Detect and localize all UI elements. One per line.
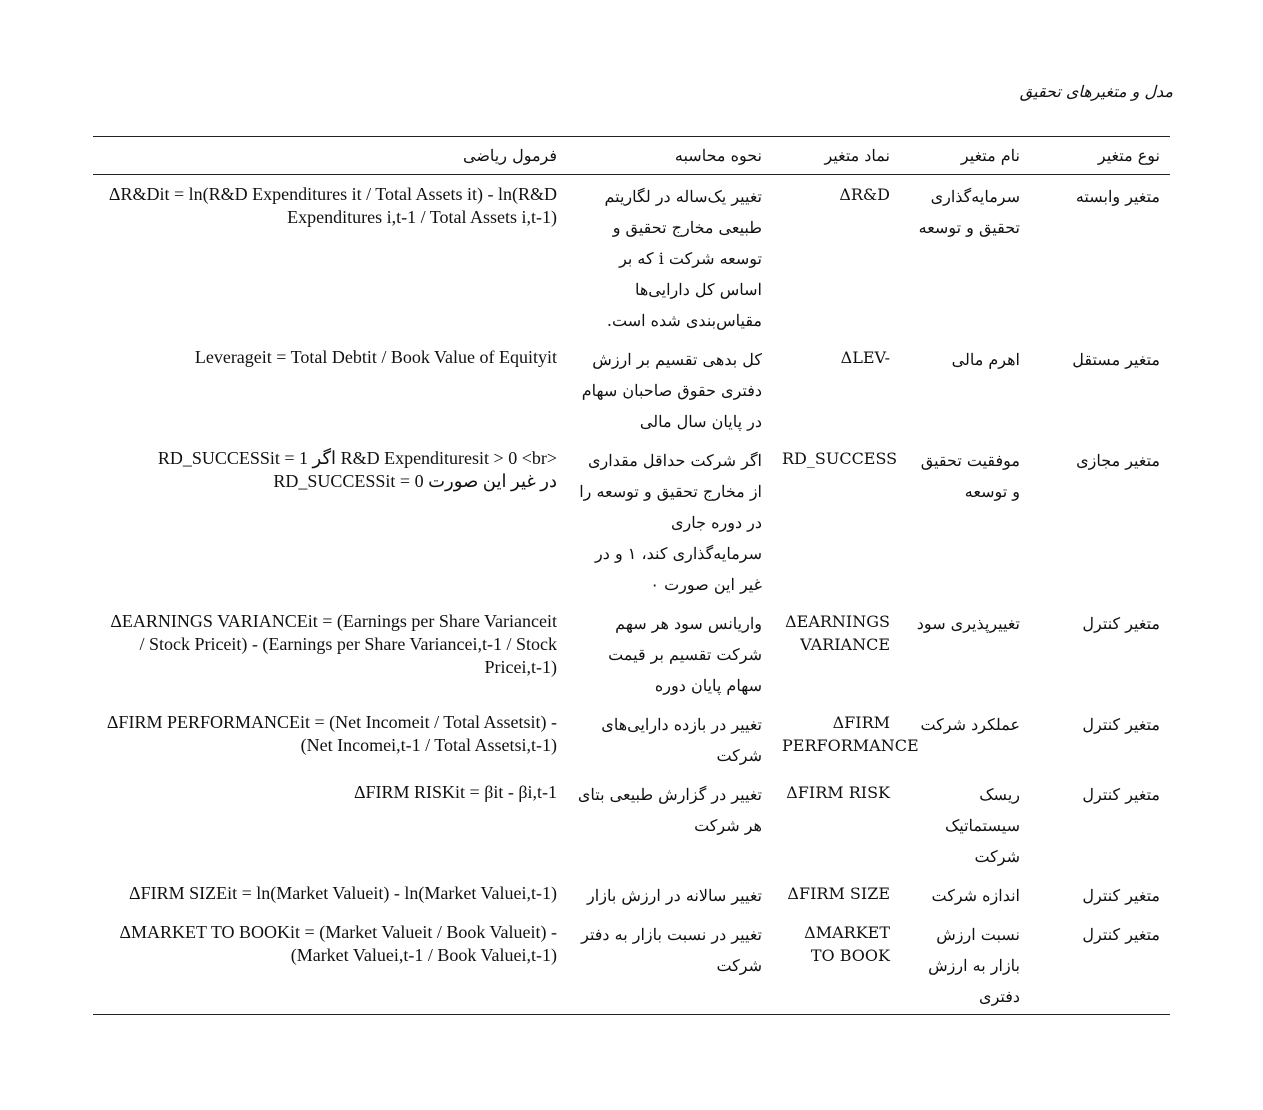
cell-formula: ΔFIRM RISKit = βit - βi,t-1 — [353, 782, 557, 802]
table-row — [93, 602, 1170, 703]
cell-name: سرمایه‌گذاری تحقیق و توسعه — [918, 187, 1020, 237]
table-row — [93, 338, 1170, 439]
cell-formula: ΔMARKET TO BOOKit = (Market Valueit / Book Valueit) - (Market Valuei,t-1 / Book Valuei,t-1) — [119, 922, 557, 965]
cell-symbol: ΔFIRM SIZE — [787, 884, 890, 903]
cell-name: اهرم مالی — [951, 350, 1020, 369]
cell-formula: RD_SUCCESSit = 1 اگر R&D Expendituresit > 0 <br> RD_SUCCESSit = 0 در غیر این صورت — [157, 448, 557, 491]
cell-type: متغیر کنترل — [1082, 715, 1160, 734]
cell-calc: اگر شرکت حداقل مقداری از مخارج تحقیق و توسعه را در دوره جاری سرمایه‌گذاری کند، ۱ و در غیر این صورت ۰ — [579, 451, 762, 594]
cell-type: متغیر مستقل — [1072, 350, 1160, 369]
cell-formula: ΔEARNINGS VARIANCEit = (Earnings per Share Varianceit / Stock Priceit) - (Earnings per Share Variancei,t-1 / Stock Pricei,t-1) — [110, 611, 557, 677]
header-formula: فرمول ریاضی — [93, 137, 567, 175]
cell-name: موفقیت تحقیق و توسعه — [920, 451, 1020, 501]
cell-formula: Leverageit = Total Debtit / Book Value of Equityit — [194, 347, 557, 367]
cell-formula: ΔFIRM SIZEit = ln(Market Valueit) - ln(Market Valuei,t-1) — [129, 883, 557, 903]
cell-symbol: ΔMARKET TO BOOK — [804, 923, 890, 965]
cell-calc: تغییر سالانه در ارزش بازار — [587, 886, 762, 905]
cell-symbol: ΔEARNINGS VARIANCE — [785, 612, 890, 654]
cell-calc: تغییر یک‌ساله در لگاریتم طبیعی مخارج تحقیق و توسعه شرکت i که بر اساس کل دارایی‌ها مقیاس‌بندی شده است. — [604, 187, 762, 330]
table-row — [93, 439, 1170, 602]
header-row — [93, 137, 1170, 175]
cell-type: متغیر کنترل — [1082, 614, 1160, 633]
table-row — [93, 874, 1170, 913]
header-symbol: نماد متغیر — [772, 137, 900, 175]
header-name: نام متغیر — [900, 137, 1030, 175]
header-type: نوع متغیر — [1030, 137, 1170, 175]
cell-calc: تغییر در بازده دارایی‌های شرکت — [601, 715, 762, 765]
cell-formula: ΔR&Dit = ln(R&D Expenditures it / Total Assets it) - ln(R&D Expenditures i,t-1 / Total Assets i,t-1) — [108, 184, 557, 227]
cell-symbol: ΔLEV- — [840, 348, 890, 367]
cell-name: تغییرپذیری سود — [916, 614, 1020, 633]
cell-calc: کل بدهی تقسیم بر ارزش دفتری حقوق صاحبان سهام در پایان سال مالی — [581, 350, 762, 431]
cell-symbol: ΔR&D — [839, 185, 890, 204]
cell-calc: تغییر در گزارش طبیعی بتای هر شرکت — [577, 785, 762, 835]
header-calc: نحوه محاسبه — [567, 137, 772, 175]
cell-name: نسبت ارزش بازار به ارزش دفتری — [928, 925, 1020, 1006]
cell-symbol: ΔFIRM RISK — [786, 783, 890, 802]
cell-symbol: ΔFIRM PERFORMANCE — [782, 713, 919, 755]
cell-name: اندازه شرکت — [931, 886, 1020, 905]
cell-name: عملکرد شرکت — [920, 715, 1020, 734]
table-caption: مدل و متغیرهای تحقیق — [1019, 82, 1173, 101]
cell-symbol: RD_SUCCESS — [782, 449, 898, 468]
cell-name: ریسک سیستماتیک شرکت — [944, 785, 1020, 866]
cell-type: متغیر کنترل — [1082, 886, 1160, 905]
cell-type: متغیر مجازی — [1076, 451, 1160, 470]
cell-formula: ΔFIRM PERFORMANCEit = (Net Incomeit / Total Assetsit) - (Net Incomei,t-1 / Total Assetsi,t-1) — [106, 712, 557, 755]
variables-table — [93, 136, 1170, 1015]
cell-calc: تغییر در نسبت بازار به دفتر شرکت — [581, 925, 762, 975]
cell-type: متغیر کنترل — [1082, 925, 1160, 944]
table-row — [93, 913, 1170, 1014]
cell-type: متغیر وابسته — [1075, 187, 1160, 206]
table-row — [93, 175, 1170, 339]
table-row — [93, 703, 1170, 773]
cell-calc: واریانس سود هر سهم شرکت تقسیم بر قیمت سهام پایان دوره — [608, 614, 762, 695]
cell-type: متغیر کنترل — [1082, 785, 1160, 804]
table-row — [93, 773, 1170, 874]
